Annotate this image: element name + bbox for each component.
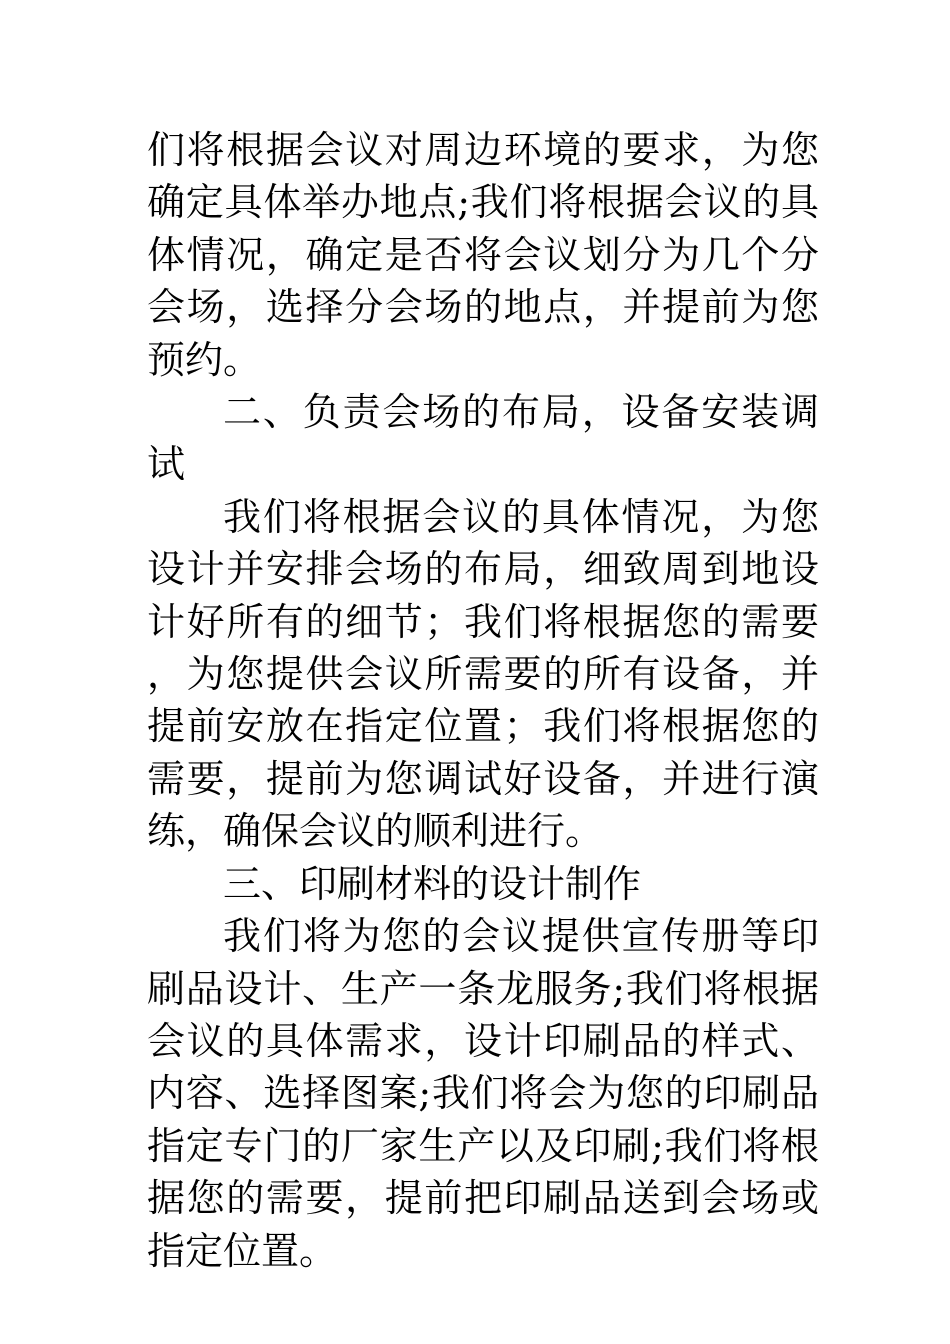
section-heading-printed-materials: 三、印刷材料的设计制作 — [223, 861, 642, 906]
document-page — [147, 124, 819, 1277]
body-paragraph-layout-equipment: 我们将根据会议的具体情况，为您设计并安排会场的布局，细致周到地设计好所有的细节；我们将根据您的需要，为您提供会议所需要的所有设备，并提前安放在指定位置；我们将根据您的需要，提前为您调试好设备，并进行演练，确保会议的顺利进行。 — [147, 494, 819, 854]
section-heading-layout-equipment: 二、负责会场的布局，设备安装调试 — [147, 390, 819, 487]
body-paragraph-printed-materials: 我们将为您的会议提供宣传册等印刷品设计、生产一条龙服务;我们将根据会议的具体需求，设计印刷品的样式、内容、选择图案;我们将会为您的印刷品指定专门的厂家生产以及印刷;我们将根据您的需要，提前把印刷品送到会场或指定位置。 — [147, 914, 819, 1273]
body-paragraph-venue-continuation: 们将根据会议对周边环境的要求，为您确定具体举办地点;我们将根据会议的具体情况，确定是否将会议划分为几个分会场，选择分会场的地点，并提前为您预约。 — [147, 128, 819, 382]
